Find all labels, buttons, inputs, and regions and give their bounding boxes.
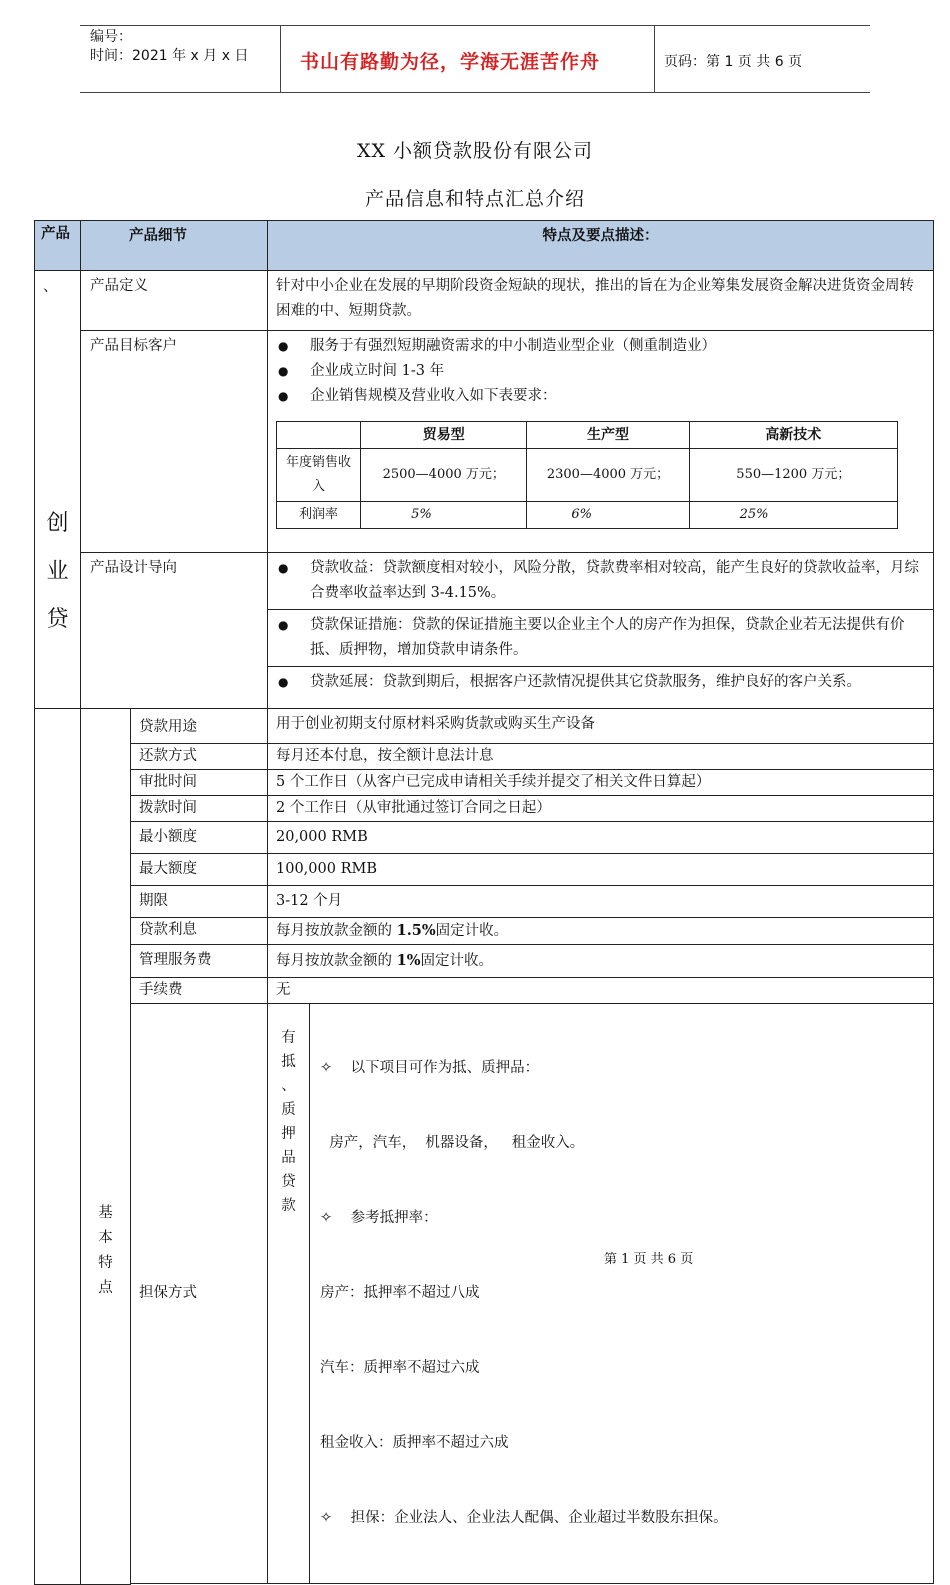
design-bullet-3: ● 贷款延展：贷款到期后，根据客户还款情况提供其它贷款服务，维护良好的客户关系。 — [268, 667, 933, 698]
product-name-char-3: 贷 — [46, 607, 69, 632]
term-label: 期限 — [131, 886, 268, 918]
document-number-label: 编号： — [90, 29, 132, 45]
mgmt-fee-label: 管理服务费 — [131, 945, 268, 978]
bullet-icon: ● — [278, 618, 289, 632]
row-approval — [35, 770, 934, 796]
interest-label: 贷款利息 — [131, 918, 268, 945]
disbursement-value: 2 个工作日（从审批通过签订合同之日起） — [268, 796, 934, 822]
guarantee-line-3: ✧ 参考抵押率： — [320, 1210, 438, 1226]
row-guarantee — [35, 1004, 934, 1584]
guarantee-line-5: 汽车：质押率不超过六成 — [320, 1360, 480, 1376]
row-handling-fee — [35, 978, 934, 1004]
profit-table-row: 利润率 5% 6% 25% — [277, 502, 898, 529]
max-amount-value: 100,000 RMB — [268, 854, 934, 886]
col-trade: 贸易型 — [361, 422, 527, 449]
bullet-icon: ● — [278, 389, 289, 403]
interest-value: 每月按放款金额的 1.5%固定计收。 — [268, 918, 934, 945]
approval-label: 审批时间 — [131, 770, 268, 796]
sales-table-row: 年度销售收入 2500—4000 万元； 2300—4000 万元； 550—1200 万元； — [277, 449, 898, 502]
product-name-char-2: 业 — [46, 559, 69, 584]
header-left-block — [90, 28, 248, 66]
table-header-row — [35, 221, 934, 271]
product-name-cell — [35, 271, 81, 709]
guarantee-line-4: 房产：抵押率不超过八成 — [320, 1285, 480, 1301]
min-amount-value: 20,000 RMB — [268, 822, 934, 854]
guarantee-line-2: 房产，汽车， 机器设备， 租金收入。 — [320, 1135, 585, 1151]
guarantee-line-7: ✧ 担保：企业法人、企业法人配偶、企业超过半数股东担保。 — [320, 1510, 728, 1526]
guarantee-line-6: 租金收入：质押率不超过六成 — [320, 1435, 509, 1451]
row-min-amount — [35, 822, 934, 854]
row-interest — [35, 918, 934, 945]
design-label: 产品设计导向 — [81, 553, 268, 709]
header-detail: 产品细节 — [81, 221, 268, 271]
guarantee-label: 担保方式 — [131, 1004, 268, 1584]
document-time: 时间：2021 年 x 月 x 日 — [90, 48, 249, 64]
row-definition — [35, 271, 934, 331]
repayment-label: 还款方式 — [131, 744, 268, 770]
header-divider-left — [280, 25, 281, 93]
row-usage — [35, 709, 934, 744]
max-amount-label: 最大额度 — [131, 854, 268, 886]
disbursement-label: 拨款时间 — [131, 796, 268, 822]
row-repayment — [35, 744, 934, 770]
handling-fee-label: 手续费 — [131, 978, 268, 1004]
header-description: 特点及要点描述： — [268, 221, 934, 271]
design-content — [268, 553, 934, 709]
bullet-icon: ● — [278, 675, 289, 689]
empty-product-cell — [35, 709, 81, 1585]
col-hightech: 高新技术 — [689, 422, 897, 449]
design-bullet-1: ● 贷款收益：贷款额度相对较小，风险分散，贷款费率相对较高，能产生良好的贷款收益率，月综合费率收益率达到 3-4.15%。 — [268, 553, 933, 610]
target-content — [268, 331, 934, 553]
row-disbursement — [35, 796, 934, 822]
min-amount-label: 最小额度 — [131, 822, 268, 854]
header-bottom-rule — [80, 92, 870, 93]
target-bullet-2: ● 企业成立时间 1-3 年 — [276, 359, 925, 384]
repayment-value: 每月还本付息，按全额计息法计息 — [268, 744, 934, 770]
usage-value: 用于创业初期支付原材料采购货款或购买生产设备 — [268, 709, 934, 744]
usage-label: 贷款用途 — [131, 709, 268, 744]
product-table — [34, 220, 934, 1585]
term-value: 3-12 个月 — [268, 886, 934, 918]
document-subtitle: 产品信息和特点汇总介绍 — [364, 188, 585, 210]
approval-value: 5 个工作日（从客户已完成申请相关手续并提交了相关文件日算起） — [268, 770, 934, 796]
basic-group-label: 基 本 特 点 — [81, 709, 131, 1585]
row-max-amount — [35, 854, 934, 886]
target-label: 产品目标客户 — [81, 331, 268, 553]
bullet-icon: ● — [278, 339, 289, 353]
page-footer: 第 1 页 共 6 页 — [604, 1252, 694, 1267]
definition-label: 产品定义 — [81, 271, 268, 331]
product-name-char-1: 创 — [46, 511, 69, 536]
row-term — [35, 886, 934, 918]
guarantee-line-1: ✧ 以下项目可作为抵、质押品： — [320, 1060, 540, 1076]
header-divider-right — [654, 25, 655, 93]
header-top-rule — [80, 25, 870, 26]
sales-requirement-table — [276, 421, 898, 529]
product-mark: 、 — [43, 279, 58, 295]
header-page-info: 页码：第 1 页 共 6 页 — [664, 54, 803, 70]
mgmt-fee-value: 每月按放款金额的 1%固定计收。 — [268, 945, 934, 978]
row-target — [35, 331, 934, 553]
target-bullet-3: ● 企业销售规模及营业收入如下表要求： — [276, 384, 925, 409]
guarantee-details — [310, 1004, 934, 1584]
target-bullet-1: ● 服务于有强烈短期融资需求的中小制造业型企业（侧重制造业） — [276, 334, 925, 359]
handling-fee-value: 无 — [268, 978, 934, 1004]
row-design — [35, 553, 934, 709]
bullet-icon: ● — [278, 364, 289, 378]
col-production: 生产型 — [527, 422, 689, 449]
design-bullet-2: ● 贷款保证措施：贷款的保证措施主要以企业主个人的房产作为担保，贷款企业若无法提供有价抵、质押物，增加贷款申请条件。 — [268, 610, 933, 667]
row-mgmt-fee — [35, 945, 934, 978]
header-product: 产品 — [35, 221, 81, 271]
header-motto: 书山有路勤为径，学海无涯苦作舟 — [300, 51, 601, 73]
bullet-icon: ● — [278, 561, 289, 575]
definition-text: 针对中小企业在发展的早期阶段资金短缺的现状，推出的旨在为企业筹集发展资金解决进货资金周转困难的中、短期贷款。 — [268, 271, 934, 331]
company-title: XX 小额贷款股份有限公司 — [356, 140, 594, 162]
sales-table-header — [277, 422, 898, 449]
guarantee-sub-label: 有 抵 、 质 押 品 贷 款 — [268, 1004, 310, 1584]
